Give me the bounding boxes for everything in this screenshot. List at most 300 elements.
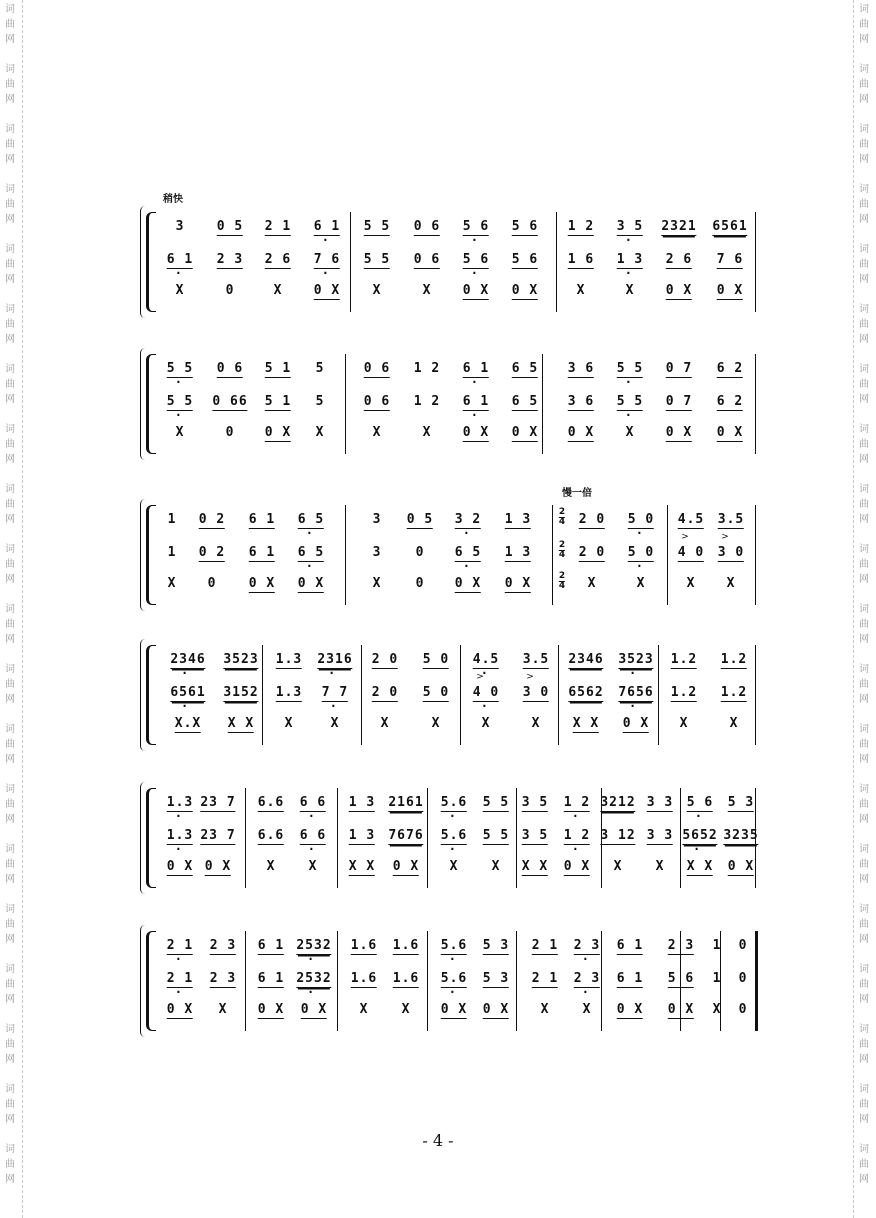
watermark-glyph: 词 (5, 544, 15, 555)
barline (460, 645, 461, 745)
watermark-glyph: 网 (5, 814, 15, 825)
watermark-glyph: 曲 (859, 499, 869, 510)
rhythm-cell: X (531, 716, 541, 731)
watermark-glyph: 曲 (859, 439, 869, 450)
system-bracket (146, 212, 156, 312)
watermark-glyphs (4, 422, 16, 467)
watermark-glyph: 曲 (859, 559, 869, 570)
rhythm-cell: X (266, 859, 276, 874)
note-cell: 3 5 (521, 795, 549, 810)
watermark-glyph: 曲 (859, 139, 869, 150)
note-cell: 1 3 (348, 795, 376, 810)
accent-mark: > (721, 532, 729, 542)
barline (556, 212, 557, 312)
rhythm-cell: X (491, 859, 501, 874)
watermark-glyphs (858, 242, 870, 287)
time-signature (559, 508, 565, 527)
rhythm-cell: X (315, 425, 325, 440)
watermark-glyph: 词 (859, 184, 869, 195)
watermark-glyph: 曲 (859, 79, 869, 90)
note-cell: 7 7 . (322, 686, 348, 702)
score-system (140, 788, 765, 888)
watermark-glyphs (858, 1082, 870, 1127)
system-bracket (146, 354, 156, 454)
note-cell: 5 5 (363, 252, 391, 267)
note-cell: 1.3 . (167, 796, 193, 812)
watermark-glyph: 曲 (5, 979, 15, 990)
watermark-glyph: 曲 (859, 919, 869, 930)
watermark-glyph: 曲 (859, 1039, 869, 1050)
watermark-glyphs (858, 362, 870, 407)
barline (361, 645, 362, 745)
barline (345, 505, 346, 605)
watermark-glyph: 词 (5, 1084, 15, 1095)
note-cell: 2 3 (209, 938, 237, 953)
watermark-glyph: 曲 (859, 979, 869, 990)
barline (516, 931, 517, 1031)
note-cell: 5.6 . (441, 939, 467, 955)
watermark-glyphs (4, 362, 16, 407)
rhythm-cell: X (540, 1002, 550, 1017)
system-brace (140, 206, 145, 318)
note-cell: 3 3 (646, 828, 674, 843)
tempo-marking-2: 慢一倍 (562, 488, 592, 499)
watermark-glyph: 曲 (859, 379, 869, 390)
rhythm-cell: 0 X (248, 576, 276, 591)
score-system (140, 505, 765, 605)
note-cell: 0 6 (413, 219, 441, 234)
note-cell: 3 0 (717, 545, 745, 560)
note-cell: 4 0 . (473, 686, 499, 702)
time-signature-top: 2 (558, 540, 566, 550)
note-cell: 6.6 (257, 795, 285, 810)
watermark-glyph: 词 (859, 484, 869, 495)
note-cell: 5 6 (667, 971, 695, 986)
time-signature-bottom: 4 (558, 517, 566, 527)
rhythm-cell: 0 X (440, 1002, 468, 1017)
watermark-glyphs (858, 482, 870, 527)
note-cell: 2 1 . (167, 972, 193, 988)
tempo-marking-1: 稍快 (163, 194, 183, 205)
rhythm-cell: X (330, 716, 340, 731)
note-cell: 5 0 . (628, 546, 654, 562)
note-cell: 0 6 (413, 252, 441, 267)
rhythm-cell: 0 X (567, 425, 595, 440)
watermark-glyphs (858, 2, 870, 47)
time-signature-bottom: 4 (558, 550, 566, 560)
rhythm-cell: X (401, 1002, 411, 1017)
barline (680, 788, 681, 888)
rhythm-cell: X (636, 576, 646, 591)
watermark-glyph: 网 (859, 934, 869, 945)
note-cell: 0 6 (363, 394, 391, 409)
note-cell: 5.6 . (441, 829, 467, 845)
watermark-glyph: 曲 (859, 619, 869, 630)
note-cell: 1.2 (670, 685, 698, 700)
note-cell: 1.2 (720, 685, 748, 700)
barline (337, 931, 338, 1031)
watermark-glyph: 曲 (859, 859, 869, 870)
watermark-glyph: 网 (5, 334, 15, 345)
note-cell: 2321 (661, 219, 697, 234)
watermark-glyph: 网 (859, 394, 869, 405)
rhythm-cell: 0 X (616, 1002, 644, 1017)
barline (755, 645, 756, 745)
watermark-glyph: 曲 (859, 259, 869, 270)
note-cell: 0 5 (406, 512, 434, 527)
note-cell: 6 2 (716, 361, 744, 376)
note-cell: 2316 . (317, 653, 352, 669)
note-cell: 2 3 (667, 938, 695, 953)
note-cell: 6 1 . (463, 362, 489, 378)
watermark-glyph: 词 (859, 1024, 869, 1035)
watermark-glyph: 网 (859, 1114, 869, 1125)
watermark-glyphs (858, 422, 870, 467)
rhythm-cell: X (449, 859, 459, 874)
note-cell: 6 5 (511, 394, 539, 409)
note-cell: 4.5 (677, 512, 705, 527)
watermark-glyph: 词 (859, 904, 869, 915)
watermark-glyphs (858, 602, 870, 647)
note-cell: 1 (712, 971, 722, 986)
note-cell: 6 1 . (167, 253, 193, 269)
barline (542, 354, 543, 454)
note-cell: 3 2 . (455, 513, 481, 529)
rhythm-cell: X X (572, 716, 600, 731)
rhythm-cell: X (175, 425, 185, 440)
watermark-glyph: 网 (859, 634, 869, 645)
note-cell: 0 5 (216, 219, 244, 234)
rhythm-cell: 0 X (511, 283, 539, 298)
watermark-glyphs (858, 122, 870, 167)
rhythm-cell: X (380, 716, 390, 731)
note-cell: 3 (372, 545, 382, 560)
rhythm-cell: X.X (174, 716, 202, 731)
system-brace (140, 782, 145, 894)
note-cell: 5 0 (422, 652, 450, 667)
barline (245, 931, 246, 1031)
watermark-glyph: 词 (859, 964, 869, 975)
rhythm-cell: X X (521, 859, 549, 874)
rhythm-cell: X (625, 283, 635, 298)
rhythm-cell: X (686, 576, 696, 591)
watermark-glyphs (858, 662, 870, 707)
watermark-glyph: 词 (5, 664, 15, 675)
watermark-glyph: 词 (5, 1024, 15, 1035)
rhythm-cell: 0 (415, 576, 425, 591)
note-cell: 2 6 (264, 252, 292, 267)
watermark-glyph: 网 (5, 1054, 15, 1065)
rhythm-cell: X (175, 283, 185, 298)
note-cell: 6 5 . (455, 546, 481, 562)
rhythm-cell: X (587, 576, 597, 591)
watermark-glyph: 词 (5, 484, 15, 495)
watermark-glyph: 网 (859, 874, 869, 885)
note-cell: 2 1 (531, 971, 559, 986)
watermark-glyph: 网 (859, 1174, 869, 1185)
barline (667, 505, 668, 605)
note-cell: 6 5 (511, 361, 539, 376)
note-cell: 5652 . (682, 829, 717, 845)
note-cell: 6 1 (616, 971, 644, 986)
rhythm-cell: 0 X (482, 1002, 510, 1017)
watermark-glyph: 曲 (859, 739, 869, 750)
note-cell: 1.2 (720, 652, 748, 667)
watermark-glyph: 曲 (5, 79, 15, 90)
watermark-glyph: 曲 (5, 439, 15, 450)
watermark-glyph: 网 (859, 334, 869, 345)
note-cell: 0 (738, 938, 748, 953)
note-cell: 1.2 (670, 652, 698, 667)
note-cell: 0 6 (363, 361, 391, 376)
rhythm-cell: X (273, 283, 283, 298)
watermark-glyph: 网 (859, 574, 869, 585)
note-cell: 1 3 . (617, 253, 643, 269)
system-bracket (146, 645, 156, 745)
barline (345, 354, 346, 454)
barline (755, 212, 756, 312)
barline (245, 788, 246, 888)
note-cell: 3 (175, 219, 185, 234)
note-cell: 6 1 (616, 938, 644, 953)
note-cell: 6562 (568, 685, 604, 700)
note-cell: 6 1 (248, 512, 276, 527)
watermark-glyphs (4, 1082, 16, 1127)
rhythm-cell: 0 X (622, 716, 650, 731)
note-cell: 0 2 (198, 512, 226, 527)
rhythm-cell: 0 X (504, 576, 532, 591)
note-cell: 6561 (712, 219, 748, 234)
note-cell: 3523 (223, 652, 259, 667)
rhythm-cell: 0 (738, 1002, 748, 1017)
note-cell: 3 5 (521, 828, 549, 843)
note-cell: 5 5 . (167, 362, 193, 378)
rhythm-cell: 0 X (563, 859, 591, 874)
watermark-glyph: 网 (5, 274, 15, 285)
watermark-glyph: 词 (859, 124, 869, 135)
watermark-glyph: 词 (5, 724, 15, 735)
watermark-glyph: 曲 (859, 799, 869, 810)
watermark-glyph: 网 (859, 994, 869, 1005)
note-cell: 2346 (568, 652, 604, 667)
watermark-glyph: 曲 (5, 199, 15, 210)
watermark-glyph: 网 (859, 454, 869, 465)
rhythm-cell: X (655, 859, 665, 874)
barline (601, 931, 602, 1031)
note-cell: 5 5 (482, 795, 510, 810)
score-system (140, 645, 765, 745)
rhythm-cell: X (613, 859, 623, 874)
rhythm-cell: 0 X (204, 859, 232, 874)
watermark-glyph: 曲 (5, 799, 15, 810)
note-cell: 3 6 (567, 361, 595, 376)
note-cell: 2 0 (371, 685, 399, 700)
score-system (140, 931, 765, 1031)
note-cell: 5 5 . (167, 395, 193, 411)
watermark-glyph: 曲 (859, 679, 869, 690)
note-cell: 5 3 (482, 938, 510, 953)
watermark-glyphs (4, 782, 16, 827)
note-cell: 1 3 (348, 828, 376, 843)
rhythm-cell: X (625, 425, 635, 440)
note-cell: 3 12 (600, 828, 636, 843)
note-cell: 2 0 (578, 512, 606, 527)
watermark-glyph: 曲 (859, 199, 869, 210)
note-cell: 1.6 (392, 938, 420, 953)
watermark-glyph: 词 (859, 364, 869, 375)
rhythm-cell: X (359, 1002, 369, 1017)
watermark-glyph: 网 (5, 154, 15, 165)
note-cell: 2532 . (296, 972, 331, 988)
note-cell: 3235 (723, 828, 759, 843)
note-cell: 5 (315, 394, 325, 409)
note-cell: 4.5 . (473, 653, 499, 669)
watermark-glyph: 曲 (5, 1039, 15, 1050)
note-cell: 5 1 (264, 394, 292, 409)
note-cell: 3 5 . (617, 220, 643, 236)
note-cell: 1 (712, 938, 722, 953)
accent-mark: > (476, 672, 484, 682)
system-brace (140, 925, 145, 1037)
note-cell: 0 6 (216, 361, 244, 376)
note-cell: 6561 . (170, 686, 205, 702)
barline (755, 931, 758, 1031)
rhythm-cell: 0 X (727, 859, 755, 874)
watermark-glyph: 网 (5, 574, 15, 585)
note-cell: 1 (167, 512, 177, 527)
rhythm-cell: 0 X (257, 1002, 285, 1017)
watermark-glyph: 词 (859, 244, 869, 255)
note-cell: 1.6 (392, 971, 420, 986)
watermark-glyphs (858, 722, 870, 767)
note-cell: 1.6 (350, 971, 378, 986)
watermark-glyph: 网 (5, 634, 15, 645)
note-cell: 0 (738, 971, 748, 986)
watermark-glyph: 词 (859, 784, 869, 795)
watermark-glyphs (4, 662, 16, 707)
watermark-glyph: 词 (5, 244, 15, 255)
system-bracket (146, 505, 156, 605)
watermark-glyphs (858, 182, 870, 227)
time-signature-top: 2 (558, 571, 566, 581)
watermark-glyph: 网 (859, 514, 869, 525)
time-signature-bottom: 4 (558, 581, 566, 591)
watermark-glyph: 曲 (5, 139, 15, 150)
watermark-glyph: 网 (5, 214, 15, 225)
rhythm-cell: 0 X (300, 1002, 328, 1017)
note-cell: 2 3 . (574, 972, 600, 988)
score-system (140, 212, 765, 312)
watermark-glyph: 网 (859, 34, 869, 45)
note-cell: 1 6 (567, 252, 595, 267)
note-cell: 6 1 . (314, 220, 340, 236)
note-cell: 2532 . (296, 939, 331, 955)
note-cell: 23 7 (200, 795, 236, 810)
note-cell: 1 3 (504, 545, 532, 560)
rhythm-cell: X X (227, 716, 255, 731)
note-cell: 23 7 (200, 828, 236, 843)
rhythm-cell: X (431, 716, 441, 731)
watermark-glyphs (858, 962, 870, 1007)
system-brace (140, 348, 145, 460)
note-cell: 6 6 . (300, 796, 326, 812)
watermark-glyph: 词 (859, 664, 869, 675)
rhythm-cell: X (422, 425, 432, 440)
watermark-glyphs (858, 62, 870, 107)
rhythm-cell: 0 X (667, 1002, 695, 1017)
note-cell: 5 6 . (463, 253, 489, 269)
time-signature (559, 541, 565, 560)
note-cell: 5.6 . (441, 972, 467, 988)
watermark-glyph: 曲 (5, 259, 15, 270)
note-cell: 1.3 (275, 685, 303, 700)
watermark-glyph: 词 (859, 724, 869, 735)
watermark-glyphs (4, 182, 16, 227)
watermark-glyph: 曲 (859, 19, 869, 30)
watermark-glyph: 词 (5, 64, 15, 75)
watermark-glyph: 曲 (5, 499, 15, 510)
watermark-glyphs (4, 62, 16, 107)
watermark-glyph: 词 (5, 364, 15, 375)
watermark-glyph: 词 (5, 1144, 15, 1155)
watermark-glyphs (858, 902, 870, 947)
watermark-glyph: 词 (5, 184, 15, 195)
note-cell: 5 6 (511, 252, 539, 267)
rhythm-cell: 0 X (462, 425, 490, 440)
note-cell: 0 7 (665, 361, 693, 376)
watermark-glyphs (4, 962, 16, 1007)
watermark-glyph: 词 (859, 544, 869, 555)
rhythm-cell: 0 (225, 283, 235, 298)
accent-mark: > (681, 532, 689, 542)
time-signature-top: 2 (558, 507, 566, 517)
rhythm-cell: 0 X (716, 425, 744, 440)
rhythm-cell: X (372, 283, 382, 298)
rhythm-cell: 0 X (462, 283, 490, 298)
rhythm-cell: 0 X (454, 576, 482, 591)
watermark-glyph: 网 (859, 1054, 869, 1065)
rhythm-cell: X (679, 716, 689, 731)
rhythm-cell: X (729, 716, 739, 731)
watermark-glyphs (4, 722, 16, 767)
watermark-glyph: 曲 (5, 619, 15, 630)
rhythm-cell: X (582, 1002, 592, 1017)
note-cell: 2 3 (209, 971, 237, 986)
note-cell: 5 6 (511, 219, 539, 234)
watermark-glyph: 网 (5, 34, 15, 45)
watermark-glyph: 词 (859, 1144, 869, 1155)
note-cell: 1 2 . (564, 829, 590, 845)
watermark-glyph: 曲 (5, 739, 15, 750)
note-cell: 2161 (388, 795, 424, 810)
note-cell: 0 66 (212, 394, 248, 409)
watermark-glyph: 词 (859, 64, 869, 75)
system-bracket (146, 788, 156, 888)
note-cell: 5 1 (264, 361, 292, 376)
rhythm-cell: 0 X (166, 1002, 194, 1017)
rhythm-cell: X (372, 425, 382, 440)
system-brace (140, 499, 145, 611)
note-cell: 5 3 (727, 795, 755, 810)
rhythm-cell: 0 X (665, 425, 693, 440)
rhythm-cell: X (576, 283, 586, 298)
watermark-glyphs (4, 842, 16, 887)
rhythm-cell: X X (686, 859, 714, 874)
watermark-glyph: 词 (859, 844, 869, 855)
rhythm-cell: 0 X (716, 283, 744, 298)
rhythm-cell: 0 X (665, 283, 693, 298)
rhythm-cell: 0 X (313, 283, 341, 298)
